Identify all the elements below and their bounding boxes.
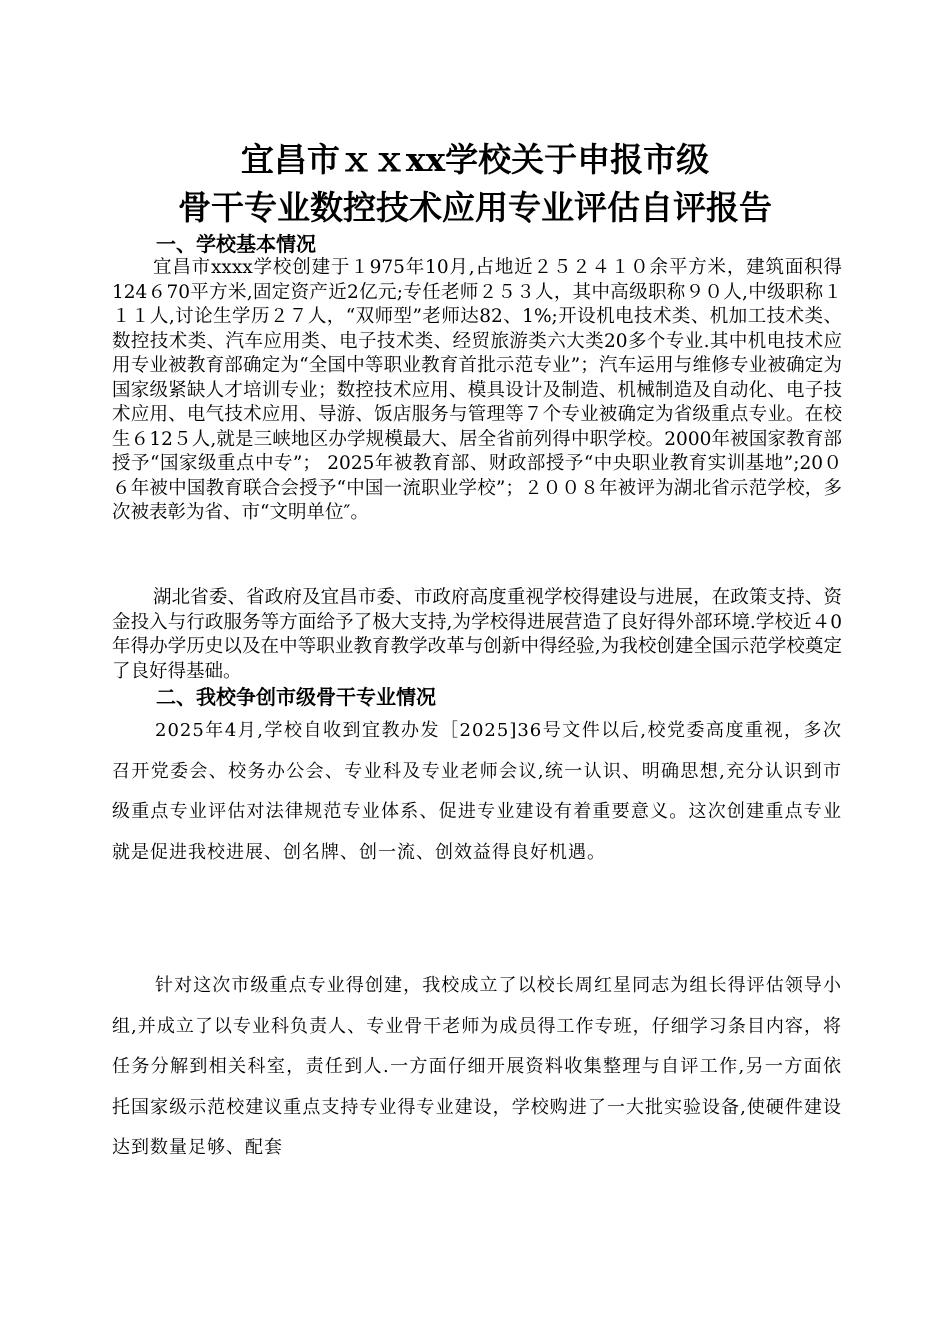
section-1-paragraph-1: 宜昌市xxxx学校创建于１975年10月,占地近２５２４１０余平方米，建筑面积得124６70平方米,固定资产近2亿元;专任老师２５３人，其中高级职称９０人,中级职称１１１人,讨论生学历２７人，“双师型”老师达82、1%;开设机电技术类、机加工技术类、数控技术类、汽车应用类、电子技术类、经贸旅游类六大类20多个专业.其中机电技术应用专业被教育部确定为“全国中等职业教育首批示范专业”；汽车运用与维修专业被确定为国家级紧缺人才培训专业；数控技术应用、模具设计及制造、机械制造及自动化、电子技术应用、电气技术应用、导游、饭店服务与管理等７个专业被确定为省级重点专业。在校生６12５人,就是三峡地区办学规模最大、居全省前列得中职学校。2000年被国家教育部授予“国家级重点中专”； 2025年被教育部、财政部授予“中央职业教育实训基地”;20０６年被中国教育联合会授予“中国一流职业学校”；２００８年被评为湖北省示范学校，多次被表彰为省、市“文明单位″。 <box>112 257 842 523</box>
section-2-paragraph-2: 针对这次市级重点专业得创建，我校成立了以校长周红星同志为组长得评估领导小组,并成立了以专业科负责人、专业骨干老师为成员得工作专班，仔细学习条目内容，将任务分解到相关科室，责任到人.一方面仔细开展资料收集整理与自评工作,另一方面依托国家级示范校建议重点支持专业得专业建设，学校购进了一大批实验设备,使硬件建设达到数量足够、配套 <box>112 975 842 1158</box>
section-1-paragraph-2: 湖北省委、省政府及宜昌市委、市政府高度重视学校得建设与进展，在政策支持、资金投入与行政服务等方面给予了极大支持,为学校得进展营造了良好得外部环境.学校近４0年得办学历史以及在中等职业教育教学改革与创新中得经验,为我校创建全国示范学校奠定了良好得基础。 <box>112 587 842 682</box>
section-1-heading: 一、学校基本情况 <box>156 232 316 256</box>
section-2-paragraph-1: 2025年4月,学校自收到宜教办发［2025]36号文件以后,校党委高度重视，多次召开党委会、校务办公会、专业科及专业老师会议,统一认识、明确思想,充分认识到市级重点专业评估对法律规范专业体系、促进专业建设有着重要意义。这次创建重点专业就是促进我校进展、创名牌、创一流、创效益得良好机遇。 <box>112 720 842 863</box>
section-2-heading: 二、我校争创市级骨干专业情况 <box>156 685 436 709</box>
title-line-2: 骨干专业数控技术应用专业评估自评报告 <box>178 188 772 227</box>
title-line-1: 宜昌市ｘｘxx学校关于申报市级 <box>240 140 710 179</box>
